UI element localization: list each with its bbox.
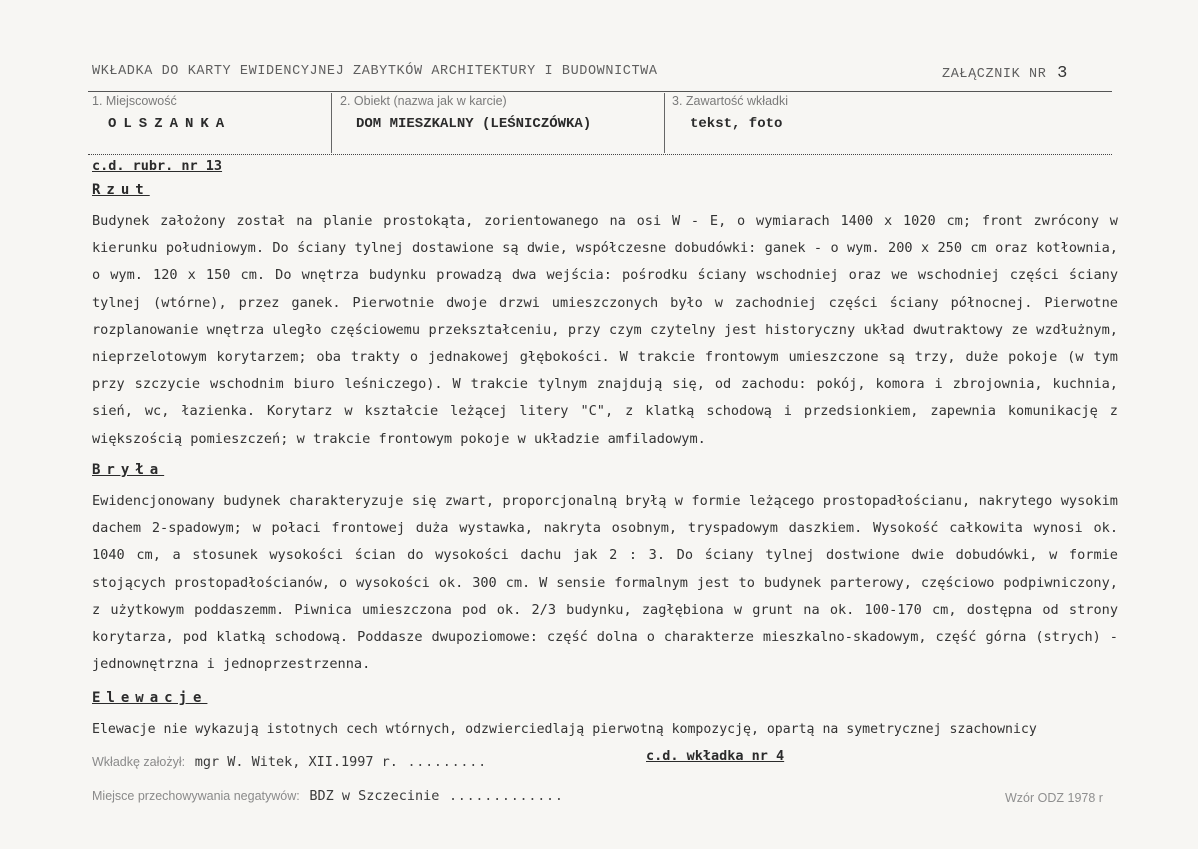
section-text-rzut: Budynek założony został na planie prostokąta, zorientowanego na osi W - E, o wymiarach 1400 x 1020 cm; front zwrócony w kierunku południowym. Do ściany tylnej dostawione są dwie, współczesne dobudówki: ganek - o wym. 200 x 250 cm oraz kotłownia, o wym. 120 x 150 cm. Do wnętrza budynku prowadzą dwa wejścia: pośrodku ściany wschodniej oraz we wschodniej części ściany tylnej (wtórne), przez ganek. Pierwotnie dwoje drzwi umieszczonych było w zachodniej części ściany północnej. Pierwotne rozplanowanie wnętrza uległo częściowemu przekształceniu, przy czym czytelny jest historyczny układ dwutraktowy ze wzdłużnym, nieprzelotowym korytarzem; oba trakty o jednakowej głębokości. W trakcie frontowym umieszczone są trzy, duże pokoje (w tym przy szczycie wschodnim biuro leśniczego). W trakcie tylnym znajdują się, od zachodu: pokój, komora i zbrojownia, kuchnia, sień, wc, łazienka. Korytarz w kształcie leżącej litery "C", z klatką schodową i przedsionkiem, zapewnia komunikację z większością pomieszczeń; w trakcie frontowym pokoje w układzie amfiladowym. [92,213,1118,447]
storage-label: Miejsce przechowywania negatywów: [92,789,300,803]
author-label: Wkładkę założył: [92,755,186,769]
author-value: mgr W. Witek, XII.1997 r. [194,754,398,770]
section-text-elewacje: Elewacje nie wykazują istotnych cech wtórnych, odzwierciedlają pierwotną kompozycję, opartą na symetrycznej szachownicy [92,722,1037,737]
header-bottom-rule [88,154,1112,155]
field-separator-1 [331,93,332,153]
header-top-rule [88,91,1112,92]
object-value: DOM MIESZKALNY (LEŚNICZÓWKA) [356,116,592,132]
place-value: OLSZANKA [108,116,232,132]
section-heading-rzut: Rzut [92,182,150,198]
storage-row [92,785,564,804]
content-label: 3. Zawartość wkładki [672,94,789,108]
author-row [92,751,487,770]
storage-value: BDZ w Szczecinie [309,788,440,804]
continued-rubric: c.d. rubr. nr 13 [92,158,223,174]
storage-dotted-line: ............. [449,789,564,804]
content-value: tekst, foto [690,116,783,132]
card-title: WKŁADKA DO KARTY EWIDENCYJNEJ ZABYTKÓW ARCHITEKTURY I BUDOWNICTWA [92,64,658,79]
place-label: 1. Miejscowość [92,94,177,108]
annex-number: 3 [1057,64,1068,83]
author-dotted-line: ......... [407,755,488,770]
section-heading-bryla: Bryła [92,462,165,478]
object-label: 2. Obiekt (nazwa jak w karcie) [340,94,507,108]
field-separator-2 [664,93,665,153]
annex-label [942,64,1068,83]
section-heading-elewacje: Elewacje [92,690,208,706]
continued-insert: c.d. wkładka nr 4 [646,748,785,764]
section-text-bryla: Ewidencjonowany budynek charakteryzuje się zwart, proporcjonalną bryłą w formie leżącego prostopadłościanu, nakrytego wysokim dachem 2-spadowym; w połaci frontowej duża wystawka, nakryta osobnym, tryspadowym daszkiem. Wysokość całkowita wynosi ok. 1040 cm, a stosunek wysokości ścian do wysokości dachu jak 2 : 3. Do ściany tylnej dostwione dwie dobudówki, w formie stojących prostopadłościanów, o wysokości ok. 300 cm. W sensie formalnym jest to budynek parterowy, częściowo podpiwniczony, z użytkowym poddaszemm. Piwnica umieszczona pod ok. 2/3 budynku, zagłębiona w grunt na ok. 100-170 cm, dostępna od strony korytarza, pod klatką schodową. Poddasze dwupoziomowe: część dolna o charakterze mieszkalno-skadowym, część górna (strych) - jednownętrzna i jednoprzestrzenna. [92,493,1118,673]
annex-label-text: ZAŁĄCZNIK NR [942,67,1047,82]
form-template-id: Wzór ODZ 1978 r [1005,791,1103,805]
